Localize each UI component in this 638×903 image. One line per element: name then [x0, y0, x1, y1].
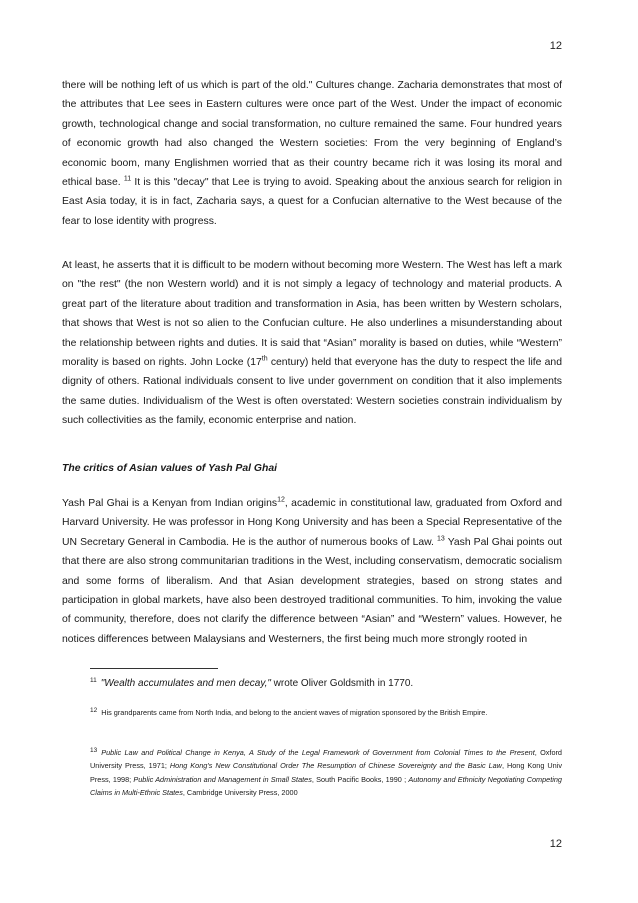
footnote-13-mark: 13	[90, 746, 98, 754]
footnote-13-pub-3: , South Pacific Books, 1990 ;	[311, 774, 409, 784]
paragraph-3-text-b: , academic in constitutional law, graduated from Oxford and Harvard University. He was professor in Hong Kong University and has been a Special Representative of the UN Secretary General in Cambodia. He is the author of numerous books of Law.	[62, 498, 562, 548]
footnote-12-mark: 12	[90, 706, 98, 714]
footnote-12	[90, 707, 562, 720]
footnote-11-suffix: wrote Oliver Goldsmith in 1770.	[270, 678, 414, 689]
page-number-top: 12	[549, 40, 562, 52]
footnote-ref-12[interactable]: 12	[277, 496, 285, 504]
footnote-13-title-2: Hong Kong's New Constitutional Order The Resumption of Chinese Sovereignty and the Basic Law	[169, 761, 502, 771]
paragraph-1	[62, 76, 562, 231]
paragraph-1-text-a: there will be nothing left of us which is part of the old." Cultures change. Zacharia demonstrates that most of the attributes that Lee sees in Eastern cultures were once part of the West. Under the impact of economic growth, technological change and social transformation, no culture remained the same. Four hundred years of economic growth had also changed the Western societies: From the very beginning of England’s economic boom, many Englishmen worried that as their country became rich it was losing its moral and ethical base.	[62, 80, 562, 189]
footnote-13-title-3: Public Administration and Management in Small States	[133, 774, 312, 784]
paragraph-3-text-c: Yash Pal Ghai points out that there are also strong communitarian traditions in the West, including conservatism, democratic socialism and some forms of liberalism. And that Asian development strategies, based on strong states and participation in global markets, have also been destroyed traditional communities. To him, invoking the value of community, therefore, does not clarify the difference between “Asian” and “Western” values. However, he notices differences between Malaysians and Westerners, the first being much more strongly rooted in	[62, 536, 563, 645]
paragraph-2-text-a: At least, he asserts that it is difficult to be modern without becoming more Western. The West has left a mark on "the rest" (the non Western world) and it is not simply a legacy of technology and material products. A great part of the literature about tradition and transformation in Asia, has been written by Western scholars, that shows that West is not so alien to the Confucian culture. He also underlines a misunderstanding about the relationship between rights and duties. It is said that “Asian” morality is based on duties, while “Western” morality is based on rights. John Locke (17	[62, 260, 562, 369]
footnote-13	[90, 746, 562, 800]
footnote-divider	[90, 668, 218, 669]
footnote-ref-11[interactable]: 11	[123, 175, 132, 183]
footnote-13-pub-2: , Hong Kong Univ Press, 1998;	[90, 761, 562, 784]
footnote-13-title-1: Public Law and Political Change in Kenya, A Study of the Legal Framework of Government from Colonial Times to the Present	[101, 748, 535, 757]
paragraph-2	[62, 256, 562, 431]
footnote-13-pub-4: , Cambridge University Press, 2000	[182, 788, 298, 798]
footnote-11-quote: "Wealth accumulates and men decay,"	[100, 678, 271, 689]
paragraph-3-text-a: Yash Pal Ghai is a Kenyan from Indian origins	[62, 498, 278, 509]
paragraph-3	[62, 494, 562, 649]
century-superscript: th	[261, 355, 268, 363]
footnote-12-text: His grandparents came from North India, and belong to the ancient waves of migration sponsored by the British Empire.	[101, 708, 488, 717]
page-number-bottom: 12	[549, 838, 562, 850]
footnote-11	[90, 677, 562, 691]
paragraph-1-text-b: It is this "decay" that Lee is trying to avoid. Speaking about the anxious search for religion in East Asia today, it is in fact, Zacharia says, a quest for a Confucian alternative to the West because of the fear to lose identity with progress.	[62, 177, 562, 227]
footnote-ref-13[interactable]: 13	[437, 535, 445, 543]
footnote-13-pub-1: , Oxford University Press, 1971;	[90, 748, 562, 771]
footnote-11-mark: 11	[90, 676, 97, 684]
footnote-13-title-4: Autonomy and Ethnicity Negotiating Competing Claims in Multi-Ethnic States	[90, 774, 562, 798]
paragraph-2-text-b: century) held that everyone has the duty to respect the life and dignity of others. Rational individuals consent to live under government on condition that it also implements the same duties. Individualism of the West is often overstated: Western societies constrain individualism by such collectivities as the family, economic enterprise and nation.	[62, 357, 562, 427]
section-heading: The critics of Asian values of Yash Pal Ghai	[62, 463, 278, 474]
